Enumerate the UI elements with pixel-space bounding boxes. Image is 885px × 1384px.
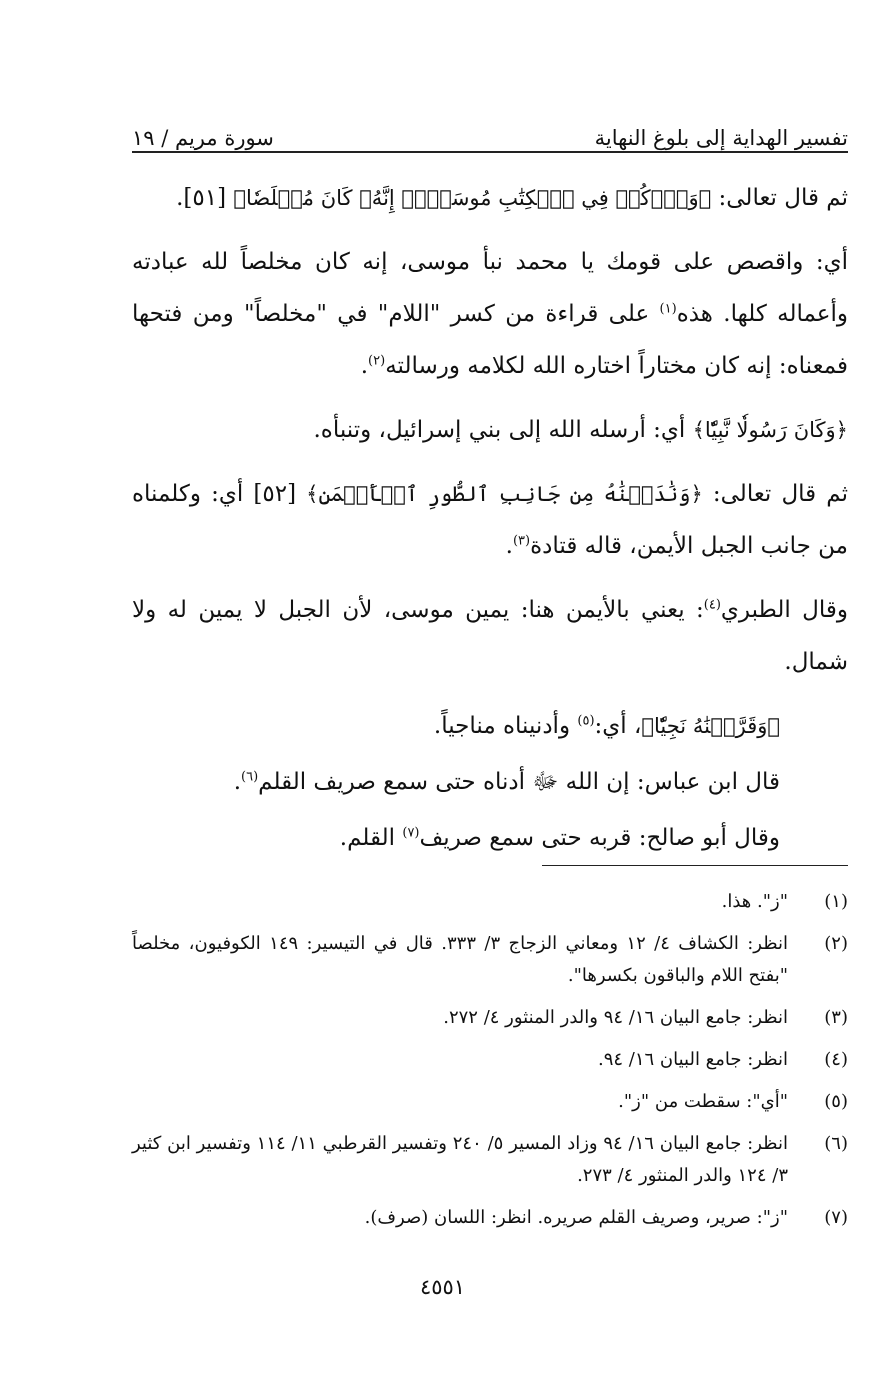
- footnote-number: (٤): [824, 1049, 848, 1070]
- paragraph-text: أي: واقصص على قومك يا محمد نبأ موسى، إنه كان مخلصاً لله عبادته وأعماله كلها. هذه: [132, 249, 848, 327]
- footnote-item: [132, 928, 848, 992]
- paragraph-5: [132, 584, 848, 688]
- paragraph-text: وقال أبو صالح: قربه حتى سمع صريف: [419, 825, 780, 851]
- footnote-marker[interactable]: (١): [659, 301, 677, 317]
- footnote-item: [132, 1086, 848, 1118]
- footnote-marker[interactable]: (٥): [577, 713, 595, 729]
- paragraph-4: [132, 468, 848, 572]
- quran-verse: ﴿وَكَانَ رَسُولٗا نَّبِيّٗا﴾: [692, 418, 848, 442]
- footnote-marker[interactable]: (٣): [512, 533, 531, 549]
- header-rule: [132, 151, 848, 153]
- footnote-marker[interactable]: (٤): [703, 597, 721, 613]
- footnote-item: [132, 1044, 848, 1076]
- paragraph-6: [132, 700, 848, 752]
- paragraph-3: [132, 404, 848, 456]
- paragraph-text: على قراءة من كسر "اللام" في "مخلصاً" ومن فتحها فمعناه: إنه كان مختاراً اختاره الله لكلامه ورسالته: [132, 301, 848, 379]
- footnote-separator: [542, 865, 848, 866]
- footnote-text: انظر: جامع البيان ١٦/ ٩٤ وزاد المسير ٥/ ٢٤٠ وتفسير القرطبي ١١/ ١١٤ وتفسير ابن كثير ٣/ ١٢٤ والدر المنثور ٤/ ٢٧٣.: [132, 1133, 788, 1186]
- paragraph-text: ثم قال تعالى:: [711, 185, 848, 211]
- footnote-item: [132, 1128, 848, 1192]
- footnote-text: "ز". هذا.: [721, 891, 788, 912]
- main-text: [132, 172, 848, 868]
- running-header: [132, 114, 848, 150]
- footnote-marker[interactable]: (٧): [402, 825, 420, 841]
- footnote-number: (٧): [824, 1207, 848, 1228]
- footnote-number: (٢): [824, 933, 848, 954]
- footnote-number: (٥): [824, 1091, 848, 1112]
- verse-reference: [٥١].: [176, 185, 234, 211]
- paragraph-text: ثم قال تعالى:: [702, 481, 848, 507]
- footnote-item: [132, 1002, 848, 1034]
- footnote-marker[interactable]: (٢): [368, 353, 386, 369]
- paragraph-text: أي: أرسله الله إلى بني إسرائيل، وتنبأه.: [313, 417, 693, 443]
- footnote-number: (٣): [824, 1007, 848, 1028]
- paragraph-text: : يعني بالأيمن هنا: يمين موسى، لأن الجبل لا يمين له ولا شمال.: [132, 597, 848, 675]
- paragraph-text: .: [360, 353, 369, 379]
- paragraph-7: [132, 756, 848, 808]
- quran-verse: ﴿وَقَرَّبۡنَٰهُ نَجِيّٗا﴾: [641, 714, 780, 738]
- footnote-text: "ز": صرير، وصريف القلم صريره. انظر: اللسان (صرف).: [364, 1207, 788, 1228]
- footnote-item: [132, 1202, 848, 1234]
- paragraph-2: [132, 236, 848, 392]
- footnote-marker[interactable]: (٦): [241, 769, 259, 785]
- paragraph-text: [٥٢] أي: وكلمناه من جانب الجبل الأيمن، قاله قتادة: [132, 481, 848, 559]
- footnote-number: (١): [824, 891, 848, 912]
- footnote-item: [132, 886, 848, 918]
- footnote-number: (٦): [824, 1133, 848, 1154]
- paragraph-text: القلم.: [339, 825, 403, 851]
- quran-verse: ﴿وَنَٰدَيۡنَٰهُ مِن جَانِبِ ٱلطُّورِ ٱلۡأَيۡمَنِ﴾: [306, 482, 703, 506]
- footnote-text: انظر: جامع البيان ١٦/ ٩٤ والدر المنثور ٤/ ٢٧٢.: [443, 1007, 788, 1028]
- footnote-text: انظر: جامع البيان ١٦/ ٩٤.: [597, 1049, 788, 1070]
- footnote-text: انظر: الكشاف ٤/ ١٢ ومعاني الزجاج ٣/ ٣٣٣. قال في التيسير: ١٤٩ الكوفيون، مخلصاً "بفتح اللام والباقون بكسرها".: [132, 933, 789, 986]
- page-number: ٤٥٥١: [419, 1275, 466, 1299]
- surah-info: سورة مريم / ١٩: [132, 126, 274, 150]
- paragraph-text: وقال الطبري: [720, 597, 848, 623]
- book-title: تفسير الهداية إلى بلوغ النهاية: [594, 126, 848, 150]
- quran-verse: ﴿وَٱذۡكُرۡ فِي ٱلۡكِتَٰبِ مُوسَىٰٓۚ إِنَّهُۥ كَانَ مُخۡلَصٗا﴾: [233, 186, 712, 210]
- footnote-text: "أي": سقطت من "ز".: [618, 1091, 788, 1112]
- paragraph-text: .: [505, 533, 513, 559]
- paragraph-8: [132, 812, 848, 864]
- paragraph-text: ، أي:: [594, 713, 642, 739]
- paragraph-1: [132, 172, 848, 224]
- paragraph-text: .: [233, 769, 242, 795]
- footnotes: [132, 886, 848, 1244]
- paragraph-text: قال ابن عباس: إن الله ﷻ أدناه حتى سمع صريف القلم: [258, 769, 780, 795]
- paragraph-text: وأدنيناه مناجياً.: [433, 713, 578, 739]
